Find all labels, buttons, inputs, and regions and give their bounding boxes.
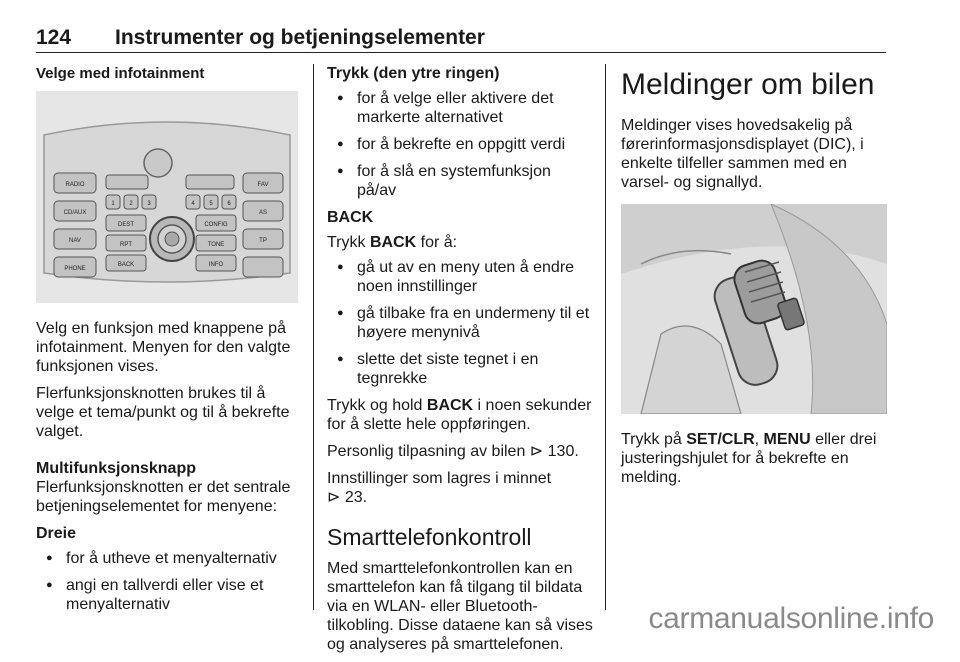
config-button-label: CONFIG [204,222,228,228]
list-item: ● for å velge eller aktivere det markerte alternativet [327,89,593,127]
turn-list [36,549,298,614]
preset-5-label: 5 [209,201,213,207]
info-button-label: INFO [208,262,224,268]
paragraph: Med smarttelefonkontrollen kan en smarttelefon kan få tilgang til bildata via en WLAN- eller Bluetooth-tilkobling. Disse dataene kan så vises og analyseres på smarttelefonen. [327,560,593,653]
list-item: ● for å bekrefte en oppgitt verdi [327,135,593,154]
paragraph: Trykk på SET/CLR, MENU eller drei justeringshjulet for å bekrefte en melding. [621,431,877,486]
cd-aux-button-label: CD/AUX [63,210,87,216]
turn-label: Dreie [36,525,77,542]
infotainment-panel-figure [36,91,298,303]
list-item: ● slette det siste tegnet i en tegnrekke [327,350,593,388]
list-item: ● gå ut av en meny uten å endre noen innstillinger [327,258,593,296]
tone-button-label: TONE [207,242,225,248]
stalk-illustration [621,204,887,414]
page-title: Instrumenter og betjeningselementer [115,26,485,49]
ring-label: Trykk (den ytre ringen) [327,65,500,82]
column-1 [36,64,298,622]
as-button-label: AS [258,210,268,216]
sub-heading: Multifunksjonsknapp [36,460,196,477]
column-divider-2 [605,64,606,610]
radio-button-label: RADIO [65,182,85,188]
reference-arrow-icon: ⊳ [529,443,544,460]
preset-1-label: 1 [111,201,115,207]
phone-button-label: PHONE [64,266,86,272]
infotainment-panel-illustration [36,91,298,303]
paragraph: Flerfunksjonsknotten brukes til å velge et tema/punkt og til å bekrefte valget. [36,385,290,440]
section-heading: Velge med infotainment [36,65,205,82]
paragraph: Trykk BACK for å: [327,234,458,251]
watermark: carmanualsonline.info [648,602,934,635]
cross-reference: Personlig tilpasning av bilen ⊳ 130. [327,443,579,460]
column-3 [621,64,887,495]
list-item: ● angi en tallverdi eller vise et menyalternativ [36,576,298,614]
column-divider-1 [313,64,314,610]
list-item: ● gå tilbake fra en undermeny til et høyere menynivå [327,304,593,342]
page-header [36,26,886,53]
fav-button-label: FAV [257,182,269,188]
section-heading: Smarttelefonkontroll [327,524,532,550]
paragraph: Trykk og hold BACK i noen sekunder for å slette hele oppføringen. [327,397,592,433]
steering-column-stalk-figure [621,204,887,414]
reference-arrow-icon: ⊳ [327,489,341,506]
preset-2-label: 2 [129,201,133,207]
tp-button-label: TP [259,238,267,244]
nav-button-label: NAV [69,238,81,244]
list-item: ● for å slå en systemfunksjon på/av [327,162,593,200]
list-item: ● for å utheve et menyalternativ [36,549,298,568]
preset-6-label: 6 [227,201,231,207]
paragraph: Flerfunksjonsknotten er det sentrale betjeningselementet for menyene: [36,479,291,515]
ring-list [327,89,593,200]
section-heading: Meldinger om bilen [621,68,875,101]
rpt-button-label: RPT [120,242,132,248]
column-2 [327,64,593,662]
back-button-label: BACK [117,262,135,268]
paragraph: Meldinger vises hovedsakelig på førerinformasjonsdisplayet (DIC), i enkelte tilfeller sammen med en varsel- og signallyd. [621,117,864,191]
cross-reference: Innstillinger som lagres i minnet ⊳ 23. [327,470,552,506]
dest-button-label: DEST [117,222,135,228]
back-label: BACK [327,209,374,226]
preset-4-label: 4 [191,201,195,207]
back-list [327,258,593,388]
paragraph: Velg en funksjon med knappene på infotainment. Menyen for den valgte funksjonen vises. [36,320,291,375]
preset-3-label: 3 [147,201,151,207]
page-number: 124 [36,26,72,49]
